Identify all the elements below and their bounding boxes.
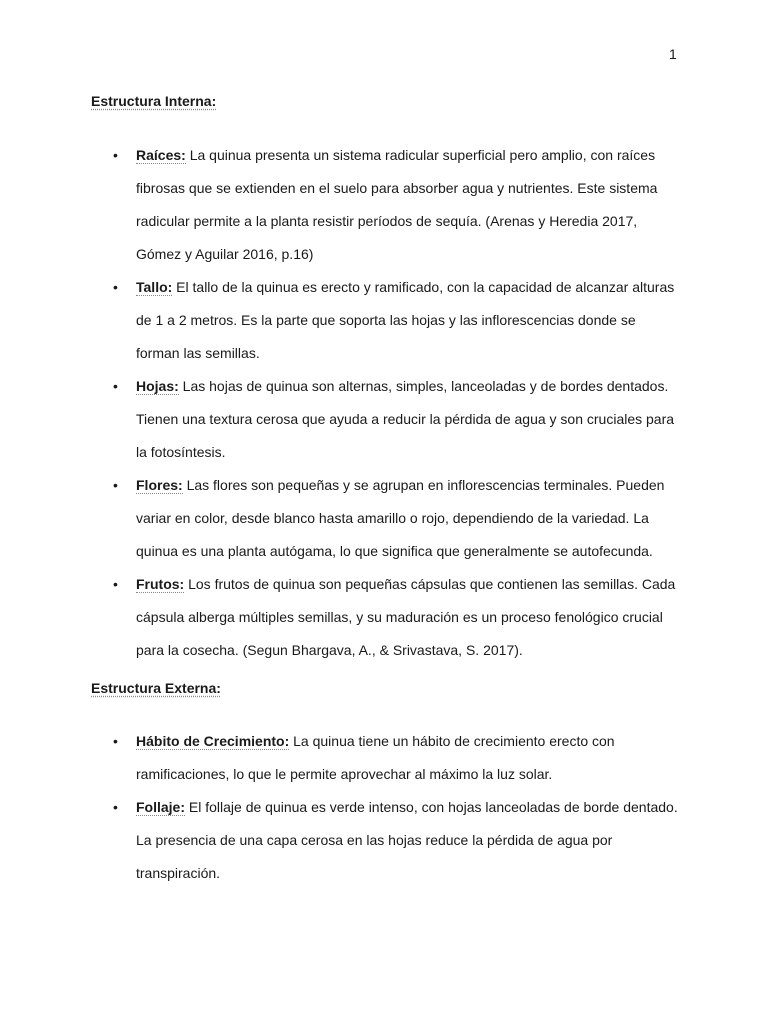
list-item-flores xyxy=(113,469,683,568)
list-item-hojas xyxy=(113,370,683,469)
section-heading-estructura-interna: Estructura Interna: xyxy=(91,93,217,109)
description-follaje: El follaje de quinua es verde intenso, con hojas lanceoladas de borde dentado. La presencia de una capa cerosa en las hojas reduce la pérdida de agua por transpiración. xyxy=(136,799,678,881)
term-frutos: Frutos: xyxy=(136,576,185,592)
term-raices: Raíces: xyxy=(136,147,186,163)
list-item-tallo xyxy=(113,271,683,370)
description-tallo: El tallo de la quinua es erecto y ramificado, con la capacidad de alcanzar alturas de 1 a 2 metros. Es la parte que soporta las hojas y las inflorescencias donde se forman las semillas. xyxy=(136,279,675,361)
page-number: 1 xyxy=(669,46,677,62)
term-follaje: Follaje: xyxy=(136,799,186,815)
bullet-icon: • xyxy=(113,279,118,295)
bullet-icon: • xyxy=(113,733,118,749)
bullet-list-estructura-interna xyxy=(113,139,683,667)
list-item-follaje xyxy=(113,791,683,890)
list-item-habito-de-crecimiento xyxy=(113,725,683,791)
term-habito-de-crecimiento: Hábito de Crecimiento: xyxy=(136,733,290,749)
term-flores: Flores: xyxy=(136,477,183,493)
bullet-icon: • xyxy=(113,576,118,592)
bullet-list-estructura-externa xyxy=(113,725,683,890)
section-heading-estructura-externa: Estructura Externa: xyxy=(91,680,221,696)
bullet-icon: • xyxy=(113,477,118,493)
bullet-icon: • xyxy=(113,147,118,163)
description-raices: La quinua presenta un sistema radicular superficial pero amplio, con raíces fibrosas que se extienden en el suelo para absorber agua y nutrientes. Este sistema radicular permite a la planta resistir períodos de sequía. (Arenas y Heredia 2017, Gómez y Aguilar 2016, p.16) xyxy=(136,147,658,262)
bullet-icon: • xyxy=(113,799,118,815)
description-habito-de-crecimiento: La quinua tiene un hábito de crecimiento erecto con ramificaciones, lo que le permite aprovechar al máximo la luz solar. xyxy=(136,733,615,782)
description-frutos: Los frutos de quinua son pequeñas cápsulas que contienen las semillas. Cada cápsula alberga múltiples semillas, y su maduración es un proceso fenológico crucial para la cosecha. (Segun Bhargava, A., & Srivastava, S. 2017). xyxy=(136,576,676,658)
description-hojas: Las hojas de quinua son alternas, simples, lanceoladas y de bordes dentados. Tienen una textura cerosa que ayuda a reducir la pérdida de agua y son cruciales para la fotosíntesis. xyxy=(136,378,675,460)
list-item-raices xyxy=(113,139,683,271)
term-hojas: Hojas: xyxy=(136,378,179,394)
bullet-icon: • xyxy=(113,378,118,394)
list-item-frutos xyxy=(113,568,683,667)
term-tallo: Tallo: xyxy=(136,279,173,295)
description-flores: Las flores son pequeñas y se agrupan en inflorescencias terminales. Pueden variar en color, desde blanco hasta amarillo o rojo, dependiendo de la variedad. La quinua es una planta autógama, lo que significa que generalmente se autofecunda. xyxy=(136,477,665,559)
